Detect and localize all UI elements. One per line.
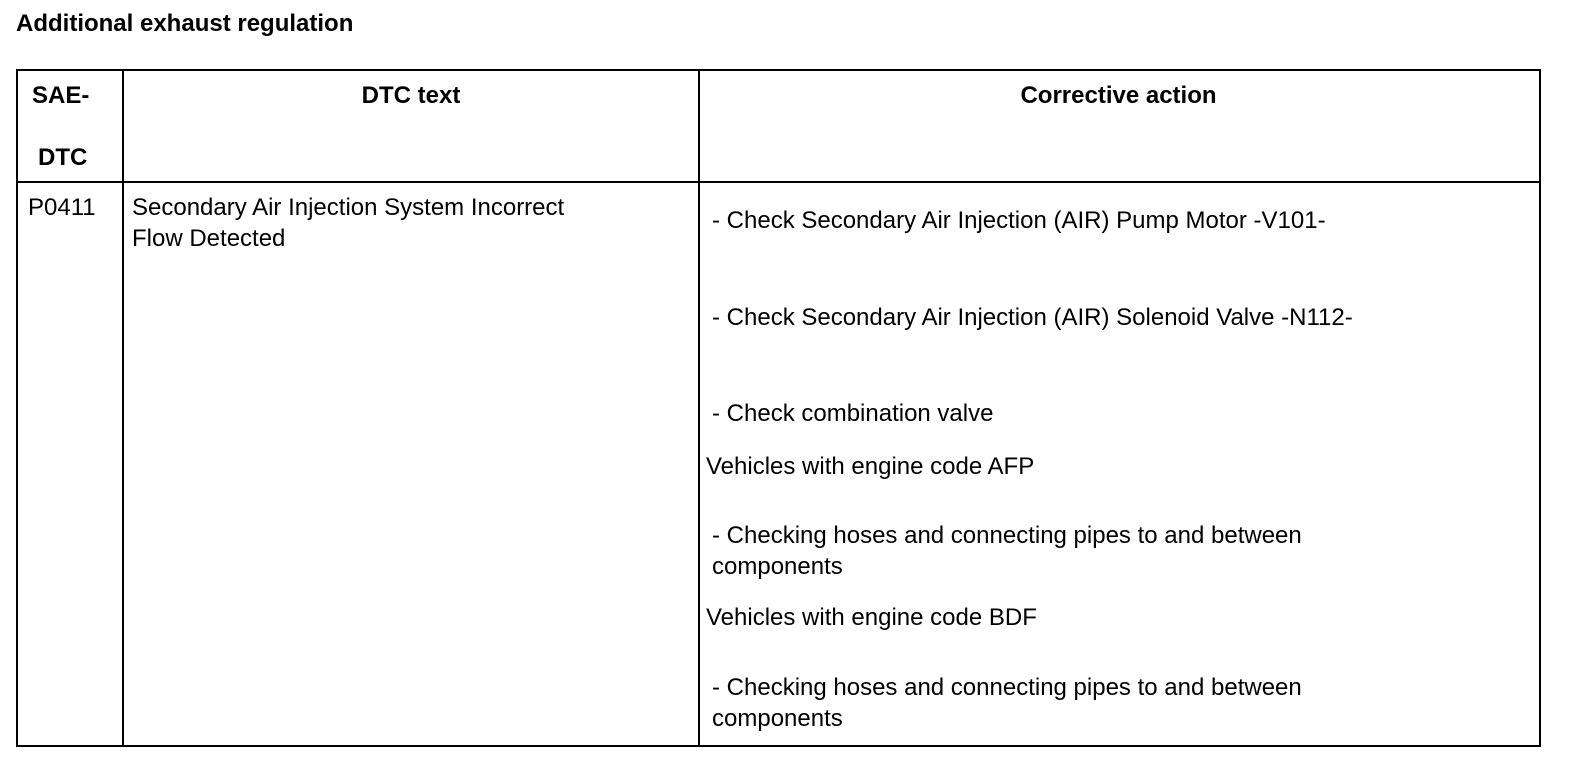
action-heading-afp: Vehicles with engine code AFP (706, 453, 1035, 480)
action-check-pump-motor: - Check Secondary Air Injection (AIR) Pump Motor -V101- (712, 207, 1326, 234)
dtc-text-line2: Flow Detected (132, 225, 286, 252)
page-title: Additional exhaust regulation (16, 10, 354, 37)
header-corrective-action: Corrective action (1020, 82, 1217, 109)
dtc-code: P0411 (28, 194, 96, 221)
header-sae-dtc-line1: SAE- (32, 82, 90, 109)
header-dtc-text: DTC text (361, 82, 461, 109)
action-check-combination-valve: - Check combination valve (712, 400, 994, 427)
header-sae-dtc-line2: DTC (38, 144, 88, 171)
action-check-solenoid-valve: - Check Secondary Air Injection (AIR) Solenoid Valve -N112- (712, 304, 1353, 331)
header-divider (18, 181, 1539, 183)
dtc-text-line1: Secondary Air Injection System Incorrect (132, 194, 565, 221)
action-check-hoses-bdf: - Checking hoses and connecting pipes to and between components (712, 674, 1302, 732)
column-divider-1 (122, 71, 124, 745)
action-heading-bdf: Vehicles with engine code BDF (706, 604, 1037, 631)
column-divider-2 (698, 71, 700, 745)
dtc-table (16, 69, 1541, 747)
action-check-hoses-afp: - Checking hoses and connecting pipes to and between components (712, 522, 1302, 580)
